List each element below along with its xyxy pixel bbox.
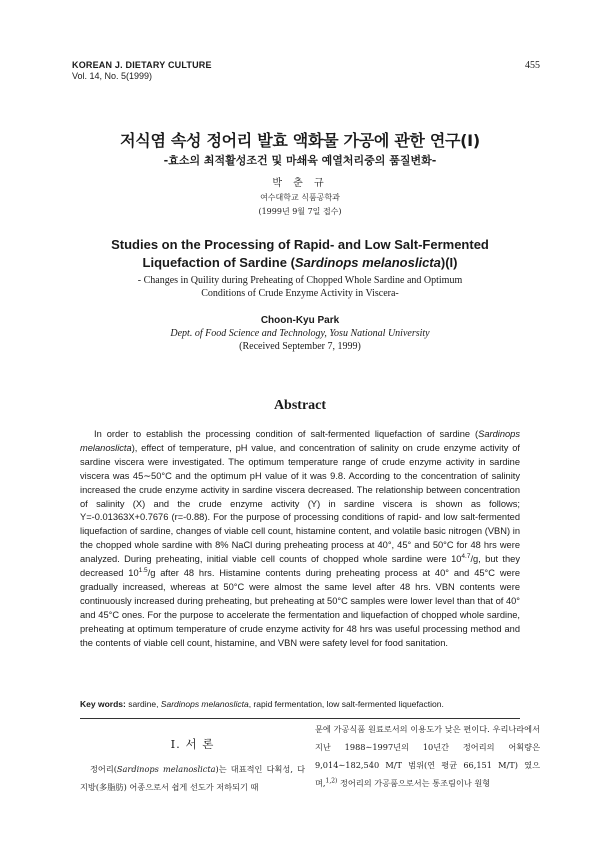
english-subtitle [0, 274, 600, 300]
korean-subtitle: -효소의 최적활성조건 및 마쇄육 예열처리중의 품질변화- [163, 154, 437, 167]
body-text: )는 대표적인 다획성, 다지방(多脂肪) 어종으로서 쉽게 선도가 저하되기 때 [80, 764, 305, 792]
divider [80, 718, 520, 719]
english-affiliation: Dept. of Food Science and Technology, Yosu National University [170, 328, 430, 339]
page-number: 455 [525, 60, 540, 71]
english-title-line1: Studies on the Processing of Rapid- and Low Salt-Fermented [111, 237, 489, 252]
species-name: Sardinops melanoslicta [80, 429, 520, 453]
journal-name: KOREAN J. DIETARY CULTURE [72, 60, 212, 70]
abstract-body [80, 428, 520, 651]
body-text: 정어리의 가공품으로서는 통조림이나 원형 [337, 778, 491, 788]
title-text: Liquefaction of Sardine ( [142, 255, 295, 270]
body-text: 정어리( [90, 764, 117, 774]
section-heading-introduction: I. 서 론 [170, 737, 215, 751]
species-name: Sardinops melanoslicta [160, 699, 249, 709]
english-title [0, 236, 600, 272]
subtitle-line: Conditions of Crude Enzyme Activity in Viscera- [201, 288, 399, 299]
abstract-text: ), effect of temperature, pH value, and concentration of salinity on crude enzyme activity of sardine viscera were investigated. The optimum temperature range of crude enzyme activity in sardine viscera was 45∼50°C and the optimum pH value of it was 9.8. According to the concentration of salinity increased the crude enzyme activity in sardine viscera decreased. The relationship between concentration of salinity (X) and the crude enzyme activity (Y) in sardine viscera is shown as follows; Y=-0.01363X+0.7676 (r=-0.88). For the purpose of processing conditions of rapid- and low salt-fermented liquefaction of sardine, changes of viable cell count, histamine content, and volatile basic nitrogen (VBN) in the chopped whole sardine with 8% NaCl during preheating process at 40°, 45° and 50°C for 48 hrs were analyzed. During preheating, initial viable cell counts of chopped whole sardine were 10 [80, 442, 520, 565]
keywords-label: Key words: [80, 699, 126, 709]
english-title-line2 [0, 254, 600, 272]
keywords-text: , rapid fermentation, low salt-fermented liquefaction. [248, 699, 444, 709]
journal-volume: Vol. 14, No. 5(1999) [72, 71, 153, 81]
abstract-heading: Abstract [273, 398, 327, 413]
subtitle-line: - Changes in Quility during Preheating of Chopped Whole Sardine and Optimum [137, 275, 463, 286]
keywords [80, 699, 520, 710]
korean-author: 박 춘 규 [272, 178, 328, 189]
title-text: )(I) [440, 255, 458, 270]
body-column-right [315, 720, 540, 792]
english-author: Choon-Kyu Park [260, 315, 340, 326]
body-column-left [80, 760, 305, 796]
korean-title: 저식염 속성 정어리 발효 액화물 가공에 관한 연구(I) [120, 131, 480, 150]
keywords-text: sardine, [125, 699, 161, 709]
english-received-date: (Received September 7, 1999) [239, 341, 361, 352]
species-name: Sardinops melanoslicta [294, 255, 441, 270]
abstract-text: /g, but they decreased 10 [80, 554, 521, 579]
abstract-text: /g after 48 hrs. Histamine contents during preheating process at 40° and 45°C were gradually increased, whereas at 50°C were almost the same level after 48 hrs. VBN contents were continuously increased during preheating, but preheating at 50°C samples were lower level than that of 40° and 45°C ones. For the purpose to accelerate the fermentation and liquefaction of chopped whole sardine, preheating at optimum temperature of crude enzyme activity for 48 hrs was useful processing method and the contents of viable cell count, histamine, and VBN were safety level for food sanitation. [80, 568, 521, 648]
species-name: Sardinops melanoslicta [116, 764, 216, 774]
abstract-text: In order to establish the processing condition of salt-fermented liquefaction of sardine ( [94, 429, 479, 439]
citation: 1,2) [325, 777, 338, 785]
korean-affiliation: 여수대학교 식품공학과 [260, 193, 340, 202]
korean-received-date: (1999년 9월 7일 접수) [258, 207, 342, 216]
exponent: 1.5 [138, 566, 148, 574]
exponent: 4.7 [461, 553, 471, 561]
body-text: 문에 가공식품 원료로서의 이용도가 낮은 편이다. 우리나라에서 지난 1988∼1997년의 10년간 정어리의 어획량은 9,014∼182,540 M/T 범위(연 평균 66,151 M/T) 였으며, [315, 724, 540, 788]
journal-header [72, 60, 212, 82]
